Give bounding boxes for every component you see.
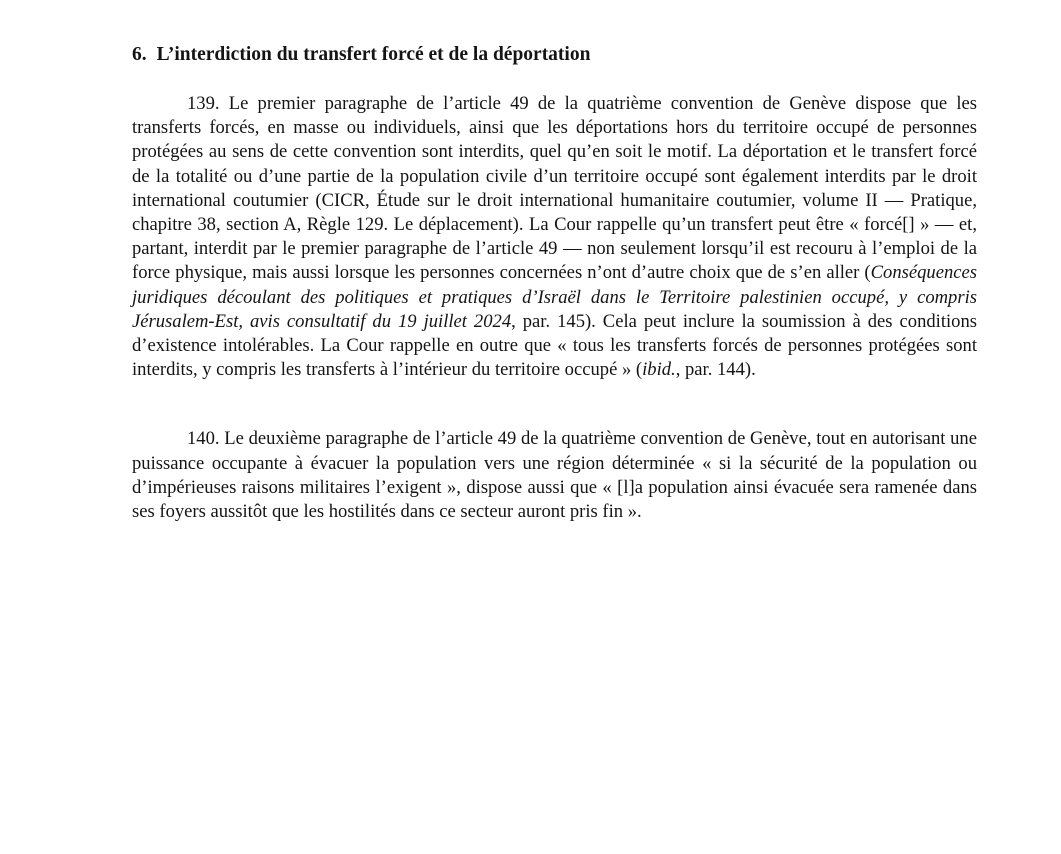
section-number: 6.	[132, 44, 147, 65]
paragraph-number: 139.	[187, 93, 220, 114]
paragraph-italic-segment: Conséquences juridiques découlant des politiques et pratiques d’Israël dans le Territoire palestinien occupé, y compris Jérusalem-Est, avis consultatif du 19 juillet 2024	[132, 262, 977, 332]
paragraph-text-segment: , par. 145). Cela peut inclure la soumission à des conditions d’existence intolérables. La Cour rappelle en outre que « tous les transferts forcés de personnes protégées sont interdits, y compris les transferts à l’intérieur du territoire occupé » (	[132, 310, 977, 381]
paragraph-text-segment: , par. 144).	[675, 359, 756, 381]
paragraph-italic-segment: ibid.	[642, 359, 676, 381]
document-page	[132, 40, 977, 524]
paragraph-text-segment: Le deuxième paragraphe de l’article 49 de la quatrième convention de Genève, tout en autorisant une puissance occupante à évacuer la population vers une région déterminée « si la sécurité de la population ou d’impérieuses raisons militaires l’exigent », dispose aussi que « [l]a population ainsi évacuée sera ramenée dans ses foyers aussitôt que les hostilités dans ce secteur auront pris fin ».	[132, 428, 977, 523]
section-heading	[132, 40, 977, 70]
paragraph-number: 140.	[187, 428, 220, 450]
section-title: L’interdiction du transfert forcé et de la déportation	[156, 44, 591, 65]
paragraph-139	[132, 92, 977, 382]
paragraph-140	[132, 427, 977, 524]
paragraph-text-segment: Le premier paragraphe de l’article 49 de la quatrième convention de Genève dispose que les transferts forcés, en masse ou individuels, ainsi que les déportations hors du territoire occupé de personnes protégées au sens de cette convention sont interdits, quel qu’en soit le motif. La déportation et le transfert forcé de la totalité ou d’une partie de la population civile d’un territoire occupé sont également interdits par le droit international coutumier (CICR, Étude sur le droit international humanitaire coutumier, volume II — Pratique, chapitre 38, section A, Règle 129. Le déplacement). La Cour rappelle qu’un transfert peut être « forcé[] » — et, partant, interdit par le premier paragraphe de l’article 49 — non seulement lorsqu’il est recouru à l’emploi de la force physique, mais aussi lorsque les personnes concernées n’ont d’autre choix que de s’en aller (	[132, 93, 977, 284]
